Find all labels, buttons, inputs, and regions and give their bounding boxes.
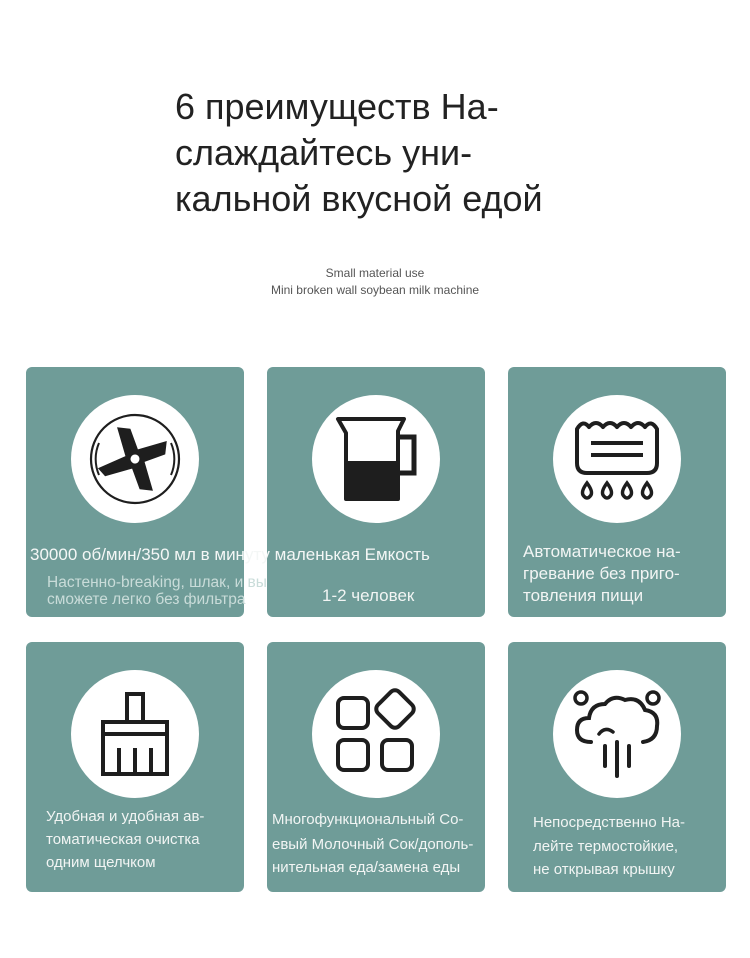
feature-card-multifunction (267, 642, 485, 892)
subtitle-line-2: Mini broken wall soybean milk machine (270, 283, 480, 297)
feature-text-line-2: томатическая очистка (46, 831, 200, 848)
feature-titles-row (30, 545, 430, 565)
feature-desc-line-1: Настенно-breaking, шлак, и вы (47, 574, 267, 591)
feature-card-heating (508, 367, 726, 617)
headline-line-3: кальной вкусной едой (175, 178, 543, 219)
icon-circle (553, 395, 681, 523)
icon-circle (71, 395, 199, 523)
feature-text-line-1: Удобная и удобная ав- (46, 808, 205, 825)
brush-icon (87, 686, 183, 782)
feature-desc-speed (47, 574, 267, 608)
feature-text-line-3: нительная еда/замена еды (272, 859, 461, 876)
feature-card-capacity (267, 367, 485, 617)
headline-line-2: слаждайтесь уни- (175, 132, 473, 173)
feature-desc: 1-2 человек (322, 586, 415, 605)
feature-text-line-3: товления пищи (523, 586, 644, 605)
feature-card-cleaning (26, 642, 244, 892)
headline-line-1: 6 преимуществ На- (175, 86, 499, 127)
blade-icon (87, 411, 183, 507)
subtitle-line-1: Small material use (325, 266, 425, 280)
feature-text-line-2: гревание без приго- (523, 564, 680, 583)
icon-circle (553, 670, 681, 798)
feature-text-line-1: Многофункциональный Со- (272, 811, 464, 828)
icon-circle (312, 395, 440, 523)
feature-text-line-1: Непосредственно На- (533, 814, 686, 831)
icon-circle (71, 670, 199, 798)
headline (175, 84, 645, 222)
apps-icon (328, 686, 424, 782)
feature-text-line-2: евый Молочный Сок/дополь- (272, 836, 474, 853)
icon-circle (312, 670, 440, 798)
feature-desc-line-2: сможете легко без фильтра (47, 591, 246, 608)
feature-text-line-2: лейте термостойкие, (533, 838, 679, 855)
feature-text-line-3: не открывая крышку (533, 861, 675, 878)
feature-text-line-1: Автоматическое на- (523, 542, 681, 561)
feature-title-speed: 30000 об/мин/350 мл в минуту (30, 545, 270, 564)
feature-card-steam (508, 642, 726, 892)
steam-icon (569, 686, 665, 782)
heating-icon (569, 411, 665, 507)
feature-title-capacity: маленькая Емкость (274, 545, 430, 564)
feature-text-line-3: одним щелчком (46, 854, 156, 871)
jug-icon (328, 411, 424, 507)
